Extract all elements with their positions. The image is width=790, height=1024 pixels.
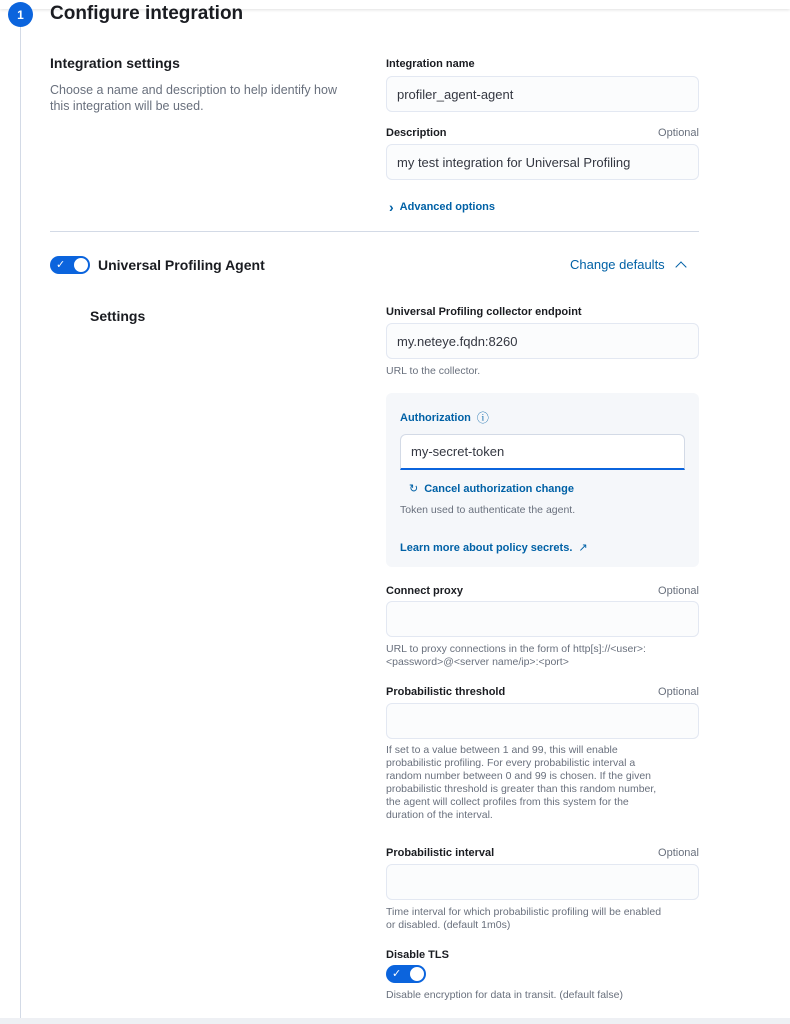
advanced-options-link[interactable] bbox=[389, 199, 495, 215]
authorization-input[interactable]: my-secret-token bbox=[400, 434, 685, 470]
step-title: Configure integration bbox=[50, 3, 244, 24]
step-number-badge: 1 bbox=[8, 2, 33, 27]
description-input[interactable]: my test integration for Universal Profiling bbox=[386, 144, 699, 180]
info-icon[interactable]: ⓘ bbox=[476, 411, 489, 425]
threshold-help-line-4: probabilistic threshold is greater than this random number, bbox=[386, 783, 657, 795]
change-defaults-label: Change defaults bbox=[570, 257, 665, 272]
connect-proxy-input[interactable] bbox=[386, 601, 699, 637]
chevron-up-icon bbox=[675, 261, 686, 272]
connect-proxy-optional: Optional bbox=[658, 585, 699, 597]
connect-proxy-help-line-2: <password>@<server name/ip>:<port> bbox=[386, 656, 569, 668]
probabilistic-interval-label: Probabilistic interval bbox=[386, 847, 495, 859]
token-help: Token used to authenticate the agent. bbox=[400, 504, 576, 516]
disable-tls-toggle-switch[interactable] bbox=[386, 965, 426, 983]
collector-endpoint-help: URL to the collector. bbox=[386, 365, 481, 377]
bottom-bar bbox=[0, 1018, 790, 1024]
description-optional: Optional bbox=[658, 127, 699, 139]
advanced-options-label: Advanced options bbox=[399, 201, 496, 213]
collector-endpoint-label: Universal Profiling collector endpoint bbox=[386, 306, 582, 318]
disable-tls-help: Disable encryption for data in transit. (default false) bbox=[386, 989, 623, 1001]
interval-help-line-1: Time interval for which probabilistic profiling will be enabled bbox=[386, 906, 662, 918]
connect-proxy-help-line-1: URL to proxy connections in the form of http[s]://<user>: bbox=[386, 643, 646, 655]
description-label: Description bbox=[386, 127, 447, 139]
agent-toggle-switch[interactable] bbox=[50, 256, 90, 274]
threshold-help-line-2: probabilistic profiling. For every probabilistic interval a bbox=[386, 757, 636, 769]
integration-name-label: Integration name bbox=[386, 58, 475, 70]
collector-endpoint-input[interactable]: my.neteye.fqdn:8260 bbox=[386, 323, 699, 359]
authorization-label bbox=[400, 409, 489, 426]
cancel-authorization-label: Cancel authorization change bbox=[424, 482, 574, 495]
chevron-right-icon: › bbox=[389, 199, 394, 215]
check-icon: ✓ bbox=[56, 259, 66, 271]
switch-knob bbox=[409, 966, 425, 982]
threshold-help-line-1: If set to a value between 1 and 99, this will enable bbox=[386, 744, 618, 756]
external-link-icon: ↗ bbox=[578, 542, 588, 554]
connect-proxy-label: Connect proxy bbox=[386, 585, 464, 597]
section-divider bbox=[50, 231, 699, 232]
probabilistic-threshold-label: Probabilistic threshold bbox=[386, 686, 506, 698]
probabilistic-threshold-optional: Optional bbox=[658, 686, 699, 698]
interval-help-line-2: or disabled. (default 1m0s) bbox=[386, 919, 511, 931]
threshold-help-line-6: duration of the interval. bbox=[386, 809, 493, 821]
settings-title: Settings bbox=[90, 308, 146, 324]
threshold-help-line-3: random number between 0 and 99 is chosen. If the given bbox=[386, 770, 652, 782]
learn-more-label: Learn more about policy secrets. bbox=[400, 541, 573, 554]
threshold-help-line-5: the agent will collect profiles from this system for the bbox=[386, 796, 629, 808]
probabilistic-threshold-input[interactable] bbox=[386, 703, 699, 739]
integration-name-input[interactable]: profiler_agent-agent bbox=[386, 76, 699, 112]
check-icon: ✓ bbox=[392, 968, 402, 980]
step-line bbox=[20, 18, 21, 1024]
agent-title: Universal Profiling Agent bbox=[98, 257, 265, 273]
refresh-icon: ↻ bbox=[409, 483, 419, 495]
probabilistic-interval-optional: Optional bbox=[658, 847, 699, 859]
authorization-label-text: Authorization bbox=[400, 411, 471, 424]
disable-tls-label: Disable TLS bbox=[386, 949, 449, 961]
switch-knob bbox=[73, 257, 89, 273]
integration-settings-description: Choose a name and description to help identify how this integration will be used. bbox=[50, 83, 337, 113]
cancel-authorization-change-button[interactable] bbox=[409, 482, 574, 495]
integration-settings-title: Integration settings bbox=[50, 55, 180, 71]
probabilistic-interval-input[interactable] bbox=[386, 864, 699, 900]
learn-more-link[interactable] bbox=[400, 541, 588, 554]
change-defaults-button[interactable] bbox=[570, 257, 685, 272]
